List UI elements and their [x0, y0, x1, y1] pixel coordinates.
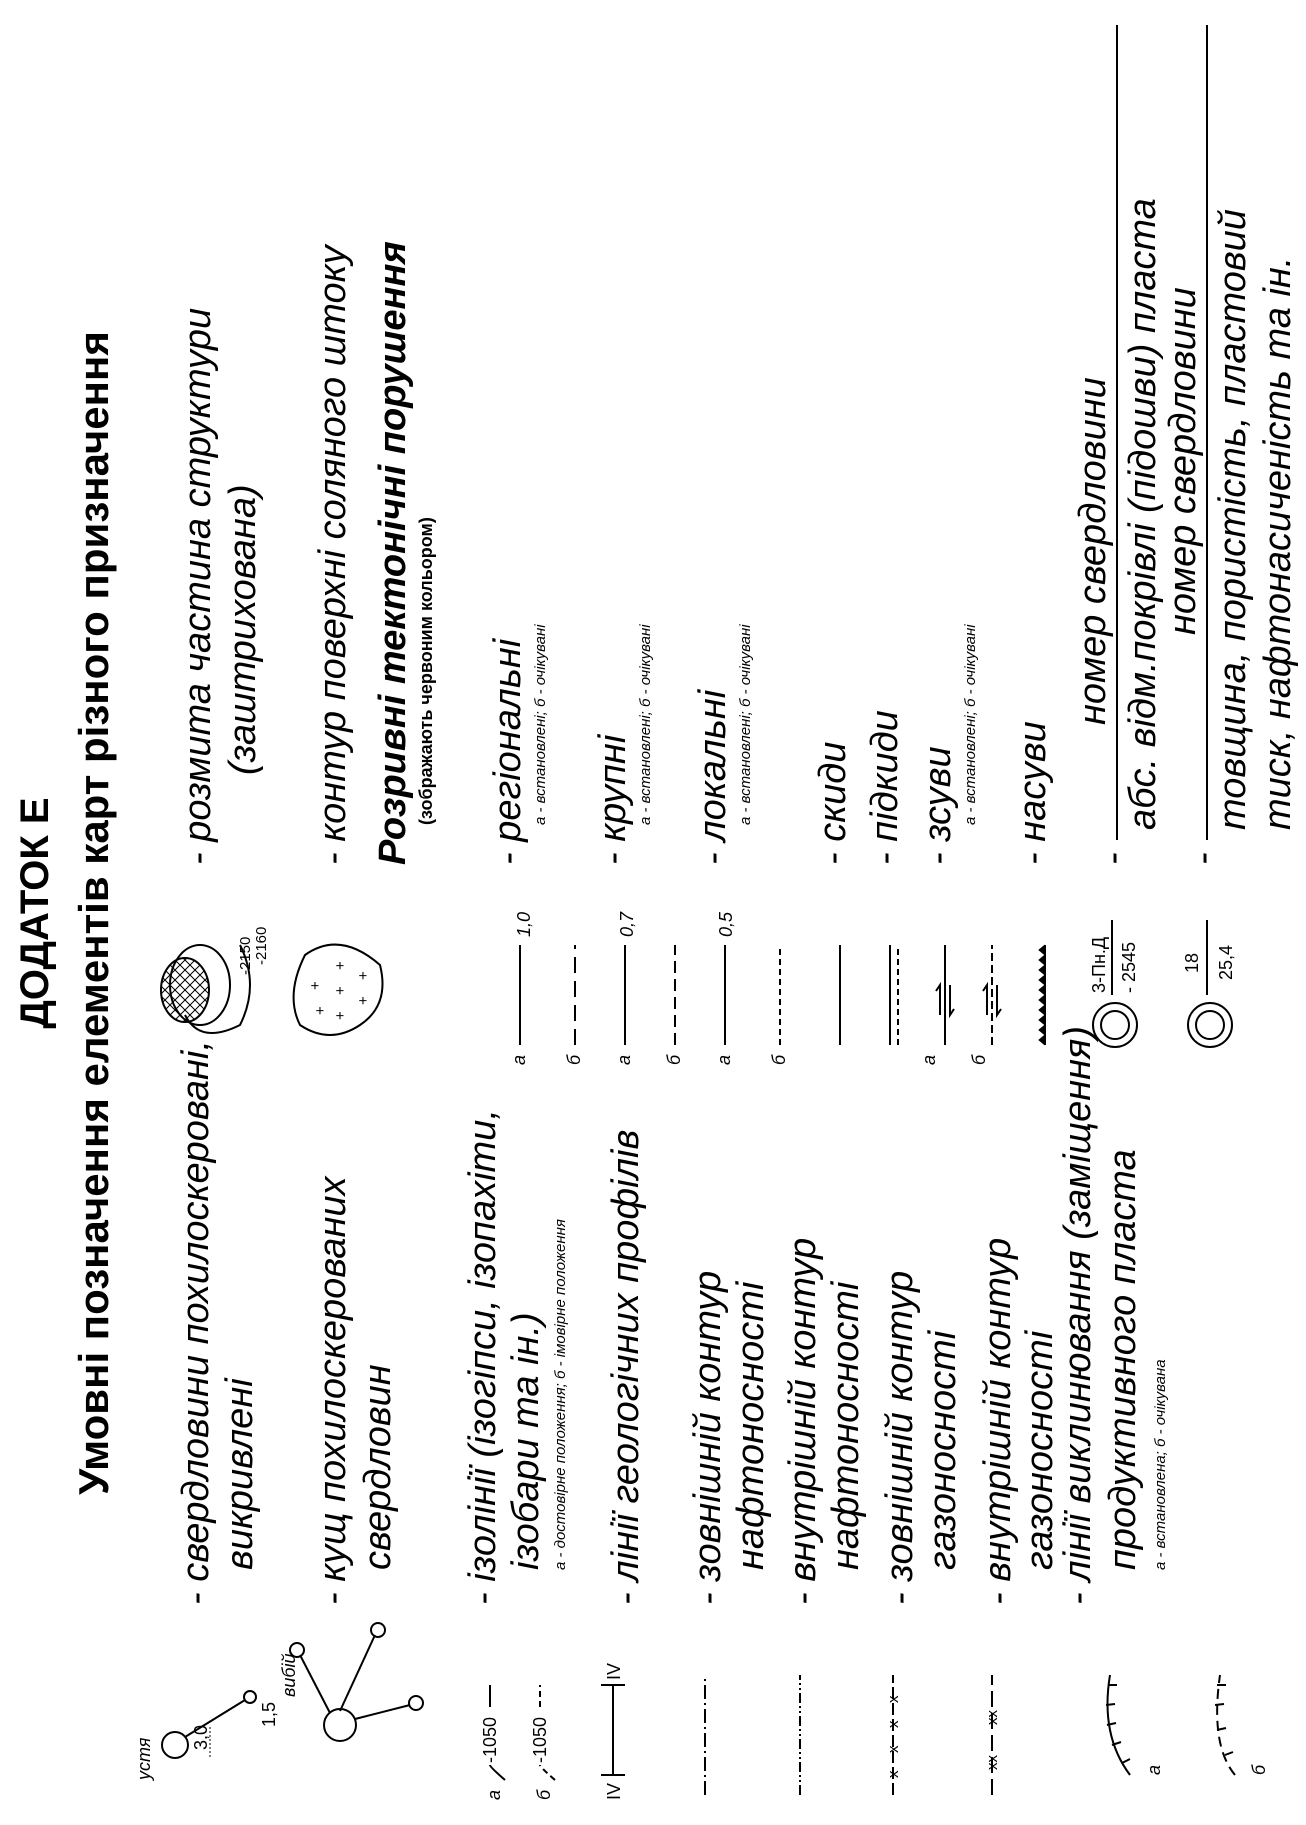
text-outer-gas: - зовнішній контур	[879, 1270, 921, 1605]
text-thrust: - насуви	[1012, 721, 1054, 865]
fault-b-4: б	[969, 1054, 989, 1065]
label-well1-top: 3-Пн.Д	[1089, 936, 1109, 993]
text-outer-oil: - зовнішній контур	[687, 1270, 729, 1605]
symbol-inclined-well	[134, 1653, 299, 1782]
svg-text:x: x	[885, 1695, 902, 1703]
note-local: а - встановлені; б - очікувані	[737, 624, 754, 825]
text-normal: - скиди	[812, 741, 854, 865]
symbol-pinchout	[1106, 1675, 1269, 1775]
label-well2-top: 18	[1182, 952, 1202, 973]
svg-text:+: +	[355, 971, 372, 980]
fault-b-2: б	[664, 1054, 684, 1065]
text-isolines-2: ізобари та ін.)	[505, 1312, 547, 1570]
text-outer-gas-2: газоносності	[922, 1330, 964, 1570]
note-isolines: а - достовірне положення; б - імовірне положення	[552, 1219, 569, 1570]
text-pressure: тиск, нафтонасиченість та ін.	[1257, 256, 1299, 830]
label-pinch-b: б	[1249, 1764, 1269, 1775]
left-column	[175, 1026, 1169, 1605]
text-inner-oil: - внутрішній контур	[782, 1237, 824, 1605]
symbol-geol-profile	[601, 1663, 625, 1800]
text-well-cluster: - кущ похилоскерованих	[312, 1176, 354, 1605]
label-dome-2: -2160	[253, 926, 270, 965]
faults-title: Розривні тектонічні порушення	[372, 241, 414, 865]
symbol-inner-gas	[984, 1675, 1001, 1795]
text-inner-gas: - внутрішній контур	[977, 1237, 1019, 1605]
symbol-strike-slip	[919, 945, 1001, 1065]
label-w07: 0,7	[617, 911, 637, 937]
svg-text:xx: xx	[984, 1755, 1001, 1770]
text-inclined-wells-2: викривлені	[219, 1378, 261, 1570]
text-well-number-1: номер свердловини	[1072, 377, 1114, 725]
text-isolines: - ізолінії (ізогіпси, ізопахіти,	[462, 1109, 504, 1605]
fault-b-1: б	[564, 1054, 584, 1065]
label-iso-a: а	[484, 1789, 504, 1800]
note-large: а - встановлені; б - очікувані	[637, 624, 654, 825]
text-thickness: товщина, пористість, пластовий	[1212, 209, 1254, 830]
label-iso-val-a: -1050	[480, 1716, 500, 1763]
text-pinchout: - лінії виклинювання (заміщення)	[1057, 1026, 1099, 1605]
fault-a-3: а	[714, 1054, 734, 1065]
text-inner-gas-2: газоносності	[1019, 1330, 1061, 1570]
note-strike: а - встановлені; б - очікувані	[962, 624, 979, 825]
svg-text:+: +	[332, 1011, 349, 1020]
text-geol-profiles: - лінії геологічних профілів	[605, 1129, 647, 1605]
dash-2: -	[1182, 852, 1224, 865]
symbol-salt-dome	[294, 945, 383, 1035]
svg-text:+: +	[312, 1006, 329, 1015]
text-salt: - контур поверхні соляного штоку	[312, 245, 354, 865]
text-well-number-2: номер свердловини	[1162, 287, 1204, 635]
svg-text:+: +	[307, 981, 324, 990]
text-inclined-wells: - свердловини похилоскеровані,	[175, 1040, 217, 1605]
svg-text:x: x	[885, 1745, 902, 1753]
symbol-eroded-structure	[161, 927, 270, 1033]
label-w10: 1,0	[514, 911, 534, 937]
text-eroded: - розмита частина структури	[177, 307, 219, 865]
symbol-well-cluster	[290, 1623, 423, 1741]
note-pinchout: а - встановлена; б - очікувана	[1152, 1359, 1169, 1570]
label-well-mouth: устя	[134, 1737, 154, 1780]
text-strike: - зсуви	[917, 746, 959, 865]
fault-a-4: а	[919, 1054, 939, 1065]
text-outer-oil-2: нафтоносності	[730, 1281, 772, 1570]
svg-text:+: +	[332, 961, 349, 970]
appendix-heading: ДОДАТОК Е	[13, 797, 57, 1029]
svg-text:+: +	[355, 996, 372, 1005]
svg-text:x: x	[885, 1720, 902, 1728]
text-regional: - регіональні	[487, 638, 529, 865]
svg-text:+: +	[332, 986, 349, 995]
fault-b-3: б	[769, 1054, 789, 1065]
text-large: - крупні	[592, 734, 634, 865]
svg-text:xx: xx	[984, 1710, 1001, 1725]
label-profile-end: IV	[604, 1662, 624, 1680]
fault-a-2: а	[614, 1054, 634, 1065]
fault-a-1: а	[509, 1054, 529, 1065]
symbol-well-2	[1182, 920, 1236, 1047]
symbol-outer-gas	[885, 1675, 902, 1795]
text-local: - локальні	[692, 689, 734, 865]
label-15: 1,5	[259, 1701, 279, 1727]
label-profile-start: IV	[604, 1782, 624, 1800]
symbol-thrust	[1039, 945, 1045, 1045]
text-well-cluster-2: свердловин	[357, 1364, 399, 1570]
label-pinch-a: а	[1144, 1764, 1164, 1775]
text-pinchout-2: продуктивного пласта	[1102, 1149, 1144, 1570]
text-abs-mark: абс. відм.покрівлі (підошви) пласта	[1122, 198, 1164, 830]
symbol-isolines	[480, 1685, 555, 1800]
right-column	[177, 25, 1299, 865]
dash-1: -	[1092, 852, 1134, 865]
label-dome-1: -2150	[237, 936, 254, 975]
svg-text:x: x	[885, 1770, 902, 1778]
faults-subtitle: (зображають червоним кольором)	[416, 517, 436, 825]
label-iso-b: б	[534, 1789, 554, 1800]
text-inner-oil-2: нафтоносності	[825, 1281, 867, 1570]
label-well2-bot: 25,4	[1216, 944, 1236, 980]
text-reverse: - підкиди	[864, 710, 906, 865]
page-title: Умовні позначення елементів карт різного призначення	[70, 331, 117, 1495]
symbol-faults	[509, 911, 789, 1065]
label-well-bottom: вибій	[279, 1653, 299, 1697]
label-well1-bot: - 2545	[1119, 941, 1139, 993]
note-regional: а - встановлені; б - очікувані	[532, 624, 549, 825]
symbol-reverse-fault	[890, 945, 898, 1045]
text-eroded-2: (заштрихована)	[222, 484, 264, 775]
label-30: 3,0	[191, 1724, 211, 1750]
label-iso-val-b: -1050	[530, 1716, 550, 1763]
label-w05: 0,5	[716, 911, 736, 937]
